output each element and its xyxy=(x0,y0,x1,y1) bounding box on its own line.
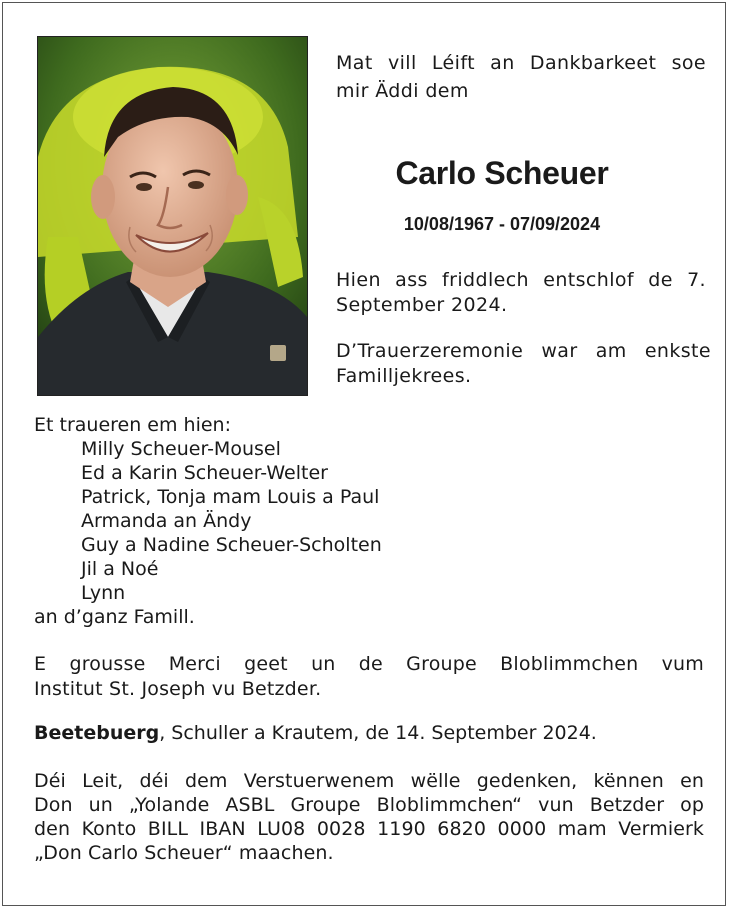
ceremony-line: Familljekrees. xyxy=(336,365,472,387)
passing-line: Hien ass friddlech entschlof de 7. xyxy=(336,269,706,291)
ceremony-text xyxy=(336,339,711,389)
mourner-name: Jil a Noé xyxy=(81,558,159,580)
intro-line: mir Äddi dem xyxy=(336,80,469,102)
place-town: Beetebuerg xyxy=(34,722,160,744)
donation-line: den Konto BILL IBAN LU08 0028 1190 6820 0000 mam Vermierk xyxy=(34,818,704,840)
place-date-line xyxy=(34,721,704,746)
donation-line: Déi Leit, déi dem Verstuerwenem wëlle gedenken, kënnen en xyxy=(34,770,704,792)
donation-line: „Don Carlo Scheuer“ maachen. xyxy=(34,842,334,864)
passing-text xyxy=(336,268,706,318)
place-rest: , Schuller a Krautem, de 14. September 2024. xyxy=(159,722,597,744)
mourners-list xyxy=(34,413,694,629)
intro-line: Mat vill Léift an Dankbarkeet soe xyxy=(336,52,706,74)
mourners-intro: Et traueren em hien: xyxy=(34,414,231,436)
thanks-text xyxy=(34,652,704,702)
thanks-line: E grousse Merci geet un de Groupe Bloblimmchen vum xyxy=(34,653,704,675)
mourner-name: Guy a Nadine Scheuer-Scholten xyxy=(81,534,382,556)
deceased-name: Carlo Scheuer xyxy=(395,155,609,191)
mourner-name: Patrick, Tonja mam Louis a Paul xyxy=(81,486,380,508)
passing-line: September 2024. xyxy=(336,294,508,316)
donation-text xyxy=(34,769,704,865)
mourner-name: Milly Scheuer-Mousel xyxy=(81,438,281,460)
obituary-notice xyxy=(2,2,726,906)
mourner-name: Lynn xyxy=(81,582,126,604)
mourners-outro: an d’ganz Famill. xyxy=(34,606,195,628)
life-dates: 10/08/1967 - 07/09/2024 xyxy=(403,214,601,234)
portrait-image xyxy=(38,37,307,395)
ceremony-line: D’Trauerzeremonie war am enkste xyxy=(336,340,711,362)
mourner-name: Ed a Karin Scheuer-Welter xyxy=(81,462,328,484)
portrait-photo xyxy=(37,36,308,396)
intro-text xyxy=(336,49,706,105)
thanks-line: Institut St. Joseph vu Betzder. xyxy=(34,678,322,700)
mourner-name: Armanda an Ändy xyxy=(81,510,252,532)
donation-line: Don un „Yolande ASBL Groupe Bloblimmchen“ vun Betzder op xyxy=(34,794,704,816)
